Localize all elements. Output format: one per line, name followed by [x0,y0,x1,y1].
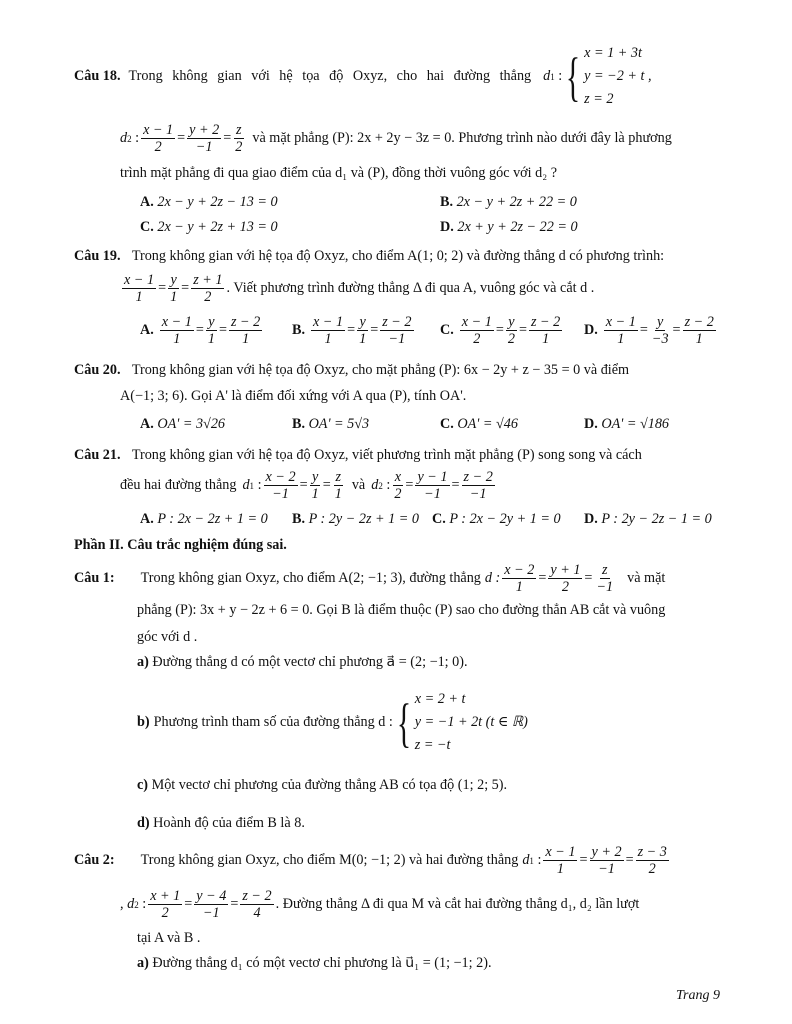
q21-option-b: B. P : 2y − 2z + 1 = 0 [292,511,419,527]
q21-option-c: C. P : 2x − 2y + 1 = 0 [432,511,561,527]
question-20 [74,362,629,379]
q18-option-d: D. 2x + y + 2z − 22 = 0 [440,219,578,235]
q21-text2: đều hai đường thẳng [120,477,237,494]
c2-label: Câu 2: [74,852,115,869]
q21-line2: đều hai đường thẳng d 1 : $\frac{x - 2}{-1}$ = $\frac{y}{1}$ = $\frac{z}{1}$ và d 2 : $\frac{x}{2}$ = $\frac{y - 1}{-1}$ = $\frac{z - 2}{-1}$ [120,469,493,503]
c2-d2-frac-z: $\frac{z - 2}{4}$ [242,888,272,922]
q19-option-d: D. $\frac{x - 1}{1}$ = $\frac{y}{-3}$ = $\frac{z - 2}{1}$ [584,314,714,348]
q21-and: và [351,477,366,494]
c1-text: Trong không gian Oxyz, cho điểm A(2; −1; 3), đường thẳng [140,570,481,587]
c2-line2: , d 2 : $\frac{x + 1}{2}$ = $\frac{y - 4}{-1}$ = $\frac{z - 2}{4}$ . Đường thẳng Δ đi qua M và cắt hai đường thẳng d₁, d₂ lần lượt [120,888,640,922]
c1-label: Câu 1: [74,570,115,587]
q20-option-b: B. OA' = 5√3 [292,416,370,432]
page-number: Trang 9 [676,988,720,1003]
q18-text: Trong không gian với hệ tọa độ Oxyz, cho hai đường thẳng [128,68,532,84]
q19-frac-z: $\frac{z + 1}{2}$ [193,272,223,306]
q19-frac-x: $\frac{x - 1}{1}$ [124,272,155,306]
q18-d2-sub: 2 [127,133,132,144]
c2-d2-frac-y: $\frac{y - 4}{-1}$ [196,888,227,922]
q19-text2: . Viết phương trình đường thẳng Δ đi qua A, vuông góc và cắt d . [226,280,595,297]
c2-d1-frac-z: $\frac{z - 3}{2}$ [637,844,667,878]
q19-line2: $\frac{x - 1}{1}$ = $\frac{y}{1}$ = $\frac{z + 1}{2}$ . Viết phương trình đường thẳng Δ đi qua A, vuông góc và cắt d . [124,272,595,306]
q18-text3: trình mặt phẳng đi qua giao điểm của d₁ và (P), đồng thời vuông góc với d₂ ? [120,165,558,181]
c2-statement-a: a) Đường thẳng d₁ có một vectơ chỉ phương là u⃗₁ = (1; −1; 2). [137,955,492,971]
q19-text: Trong không gian với hệ tọa độ Oxyz, cho điểm A(1; 0; 2) và đường thẳng d có phương trình: [131,248,665,264]
c2-d1-frac-y: $\frac{y + 2}{-1}$ [591,844,622,878]
c2-text2: . Đường thẳng Δ đi qua M và cắt hai đường thẳng d₁, d₂ lần lượt [275,896,640,913]
q21-d1-frac-y: $\frac{y}{1}$ [311,469,319,503]
q18-d1-line-y: y = −2 + t , [584,68,652,84]
c1-statement-a: a) Đường thẳng d có một vectơ chỉ phương a⃗ = (2; −1; 0). [137,654,468,670]
c2-text3: tại A và B . [137,930,201,946]
q20-label: Câu 20. [74,362,121,378]
q21-label: Câu 21. [74,447,121,463]
q19-option-c: C. $\frac{x - 1}{2}$ = $\frac{y}{2}$ = $\frac{z - 2}{1}$ [440,314,561,348]
c1-d-frac-x: $\frac{x - 2}{1}$ [504,562,535,596]
q19-label: Câu 19. [74,248,121,264]
q19-frac-y: $\frac{y}{1}$ [170,272,178,306]
c1-d-frac-z: $\frac{z}{-1}$ [596,562,614,596]
c1-d-frac-y: $\frac{y + 1}{2}$ [550,562,581,596]
q18-d1-system [584,42,651,111]
q18-label: Câu 18. [74,68,121,84]
q18-d2-frac-x: $\frac{x - 1}{2}$ [143,122,174,156]
c1-statement-c: c) Một vectơ chỉ phương của đường thẳng AB có tọa độ (1; 2; 5). [137,777,508,793]
q20-option-c: C. OA' = √46 [440,416,518,432]
c2-text: Trong không gian Oxyz, cho điểm M(0; −1; 2) và hai đường thẳng [140,852,519,869]
q18-d1-line-x: x = 1 + 3t [584,45,642,61]
question-19 [74,248,664,265]
q21-d2-frac-y: $\frac{y - 1}{-1}$ [417,469,448,503]
q21-d2-frac-x: $\frac{x}{2}$ [394,469,402,503]
q18-option-a: A. 2x − y + 2z − 13 = 0 [140,194,278,210]
q20-text2: A(−1; 3; 6). Gọi A' là điểm đối xứng với A qua (P), tính OA'. [120,388,467,404]
c1-b-system: x = 2 + t y = −1 + 2t (t ∈ ℝ) z = −t [414,691,528,753]
q18-d1-sub: 1 [550,71,555,82]
part-2-title: Phần II. Câu trắc nghiệm đúng sai. [74,537,287,553]
question-21 [74,447,642,464]
c1-statement-b: b) Phương trình tham số của đường thẳng d : { x = 2 + t y = −1 + 2t (t ∈ ℝ) z = −t [137,688,528,757]
q18-option-b: B. 2x − y + 2z + 22 = 0 [440,194,577,210]
q18-brace: { [566,46,581,107]
q18-d2-frac-z: $\frac{z}{2}$ [235,122,243,156]
q19-option-b: B. $\frac{x - 1}{1}$ = $\frac{y}{1}$ = $\frac{z - 2}{-1}$ [292,314,412,348]
q18-d1-name: d [543,68,551,84]
q21-d1-frac-x: $\frac{x - 2}{-1}$ [265,469,296,503]
c1-text3: góc với d . [137,629,198,645]
c2-d2-frac-x: $\frac{x + 1}{2}$ [150,888,181,922]
q18-option-c: C. 2x − y + 2z + 13 = 0 [140,219,278,235]
q20-text: Trong không gian với hệ tọa độ Oxyz, cho mặt phẳng (P): 6x − 2y + z − 35 = 0 và điểm [131,362,630,378]
q21-text: Trong không gian với hệ tọa độ Oxyz, viết phương trình mặt phẳng (P) song song và cách [131,447,642,463]
c1-text-end: và mặt [627,570,666,587]
q18-d2-frac-y: $\frac{y + 2}{-1}$ [189,122,220,156]
q21-option-d: D. P : 2y − 2z − 1 = 0 [584,511,712,527]
c2-d1-frac-x: $\frac{x - 1}{1}$ [545,844,576,878]
q18-d2-name: d [120,130,128,147]
part2-question-1: Câu 1: Trong không gian Oxyz, cho điểm A(2; −1; 3), đường thẳng d : $\frac{x - 2}{1}$ = $\frac{y + 1}{2}$ = $\frac{z}{-1}$ và mặt [74,562,666,596]
q21-option-a: A. P : 2x − 2z + 1 = 0 [140,511,268,527]
q19-option-a: A. $\frac{x - 1}{1}$ = $\frac{y}{1}$ = $\frac{z - 2}{1}$ [140,314,261,348]
c1-text2: phẳng (P): 3x + y − 2z + 6 = 0. Gọi B là điểm thuộc (P) sao cho đường thẳn AB cắt và vuông [137,602,666,618]
q18-text2: và mặt phẳng (P): 2x + 2y − 3z = 0. Phương trình nào dưới đây là phương [252,130,672,147]
q21-d1-frac-z: $\frac{z}{1}$ [334,469,342,503]
q18-line2: d 2 : $\frac{x - 1}{2}$ = $\frac{y + 2}{-1}$ = $\frac{z}{2}$ và mặt phẳng (P): 2x + 2y − 3z = 0. Phương trình nào dưới đây là phương [120,122,672,156]
q20-option-d: D. OA' = √186 [584,416,670,432]
c1-statement-d: d) Hoành độ của điểm B là 8. [137,815,305,831]
q21-d2-frac-z: $\frac{z - 2}{-1}$ [463,469,493,503]
part2-question-2: Câu 2: Trong không gian Oxyz, cho điểm M(0; −1; 2) và hai đường thẳng d 1 : $\frac{x - 1}{1}$ = $\frac{y + 2}{-1}$ = $\frac{z - 3}{2}$ [74,844,667,878]
q18-d1-line-z: z = 2 [584,91,614,107]
q20-option-a: A. OA' = 3√26 [140,416,226,432]
question-18: Câu 18. Trong không gian với hệ tọa độ Oxyz, cho hai đường thẳng d 1 : { x = 1 + 3t y = −2 + t , z = 2 [74,42,652,111]
